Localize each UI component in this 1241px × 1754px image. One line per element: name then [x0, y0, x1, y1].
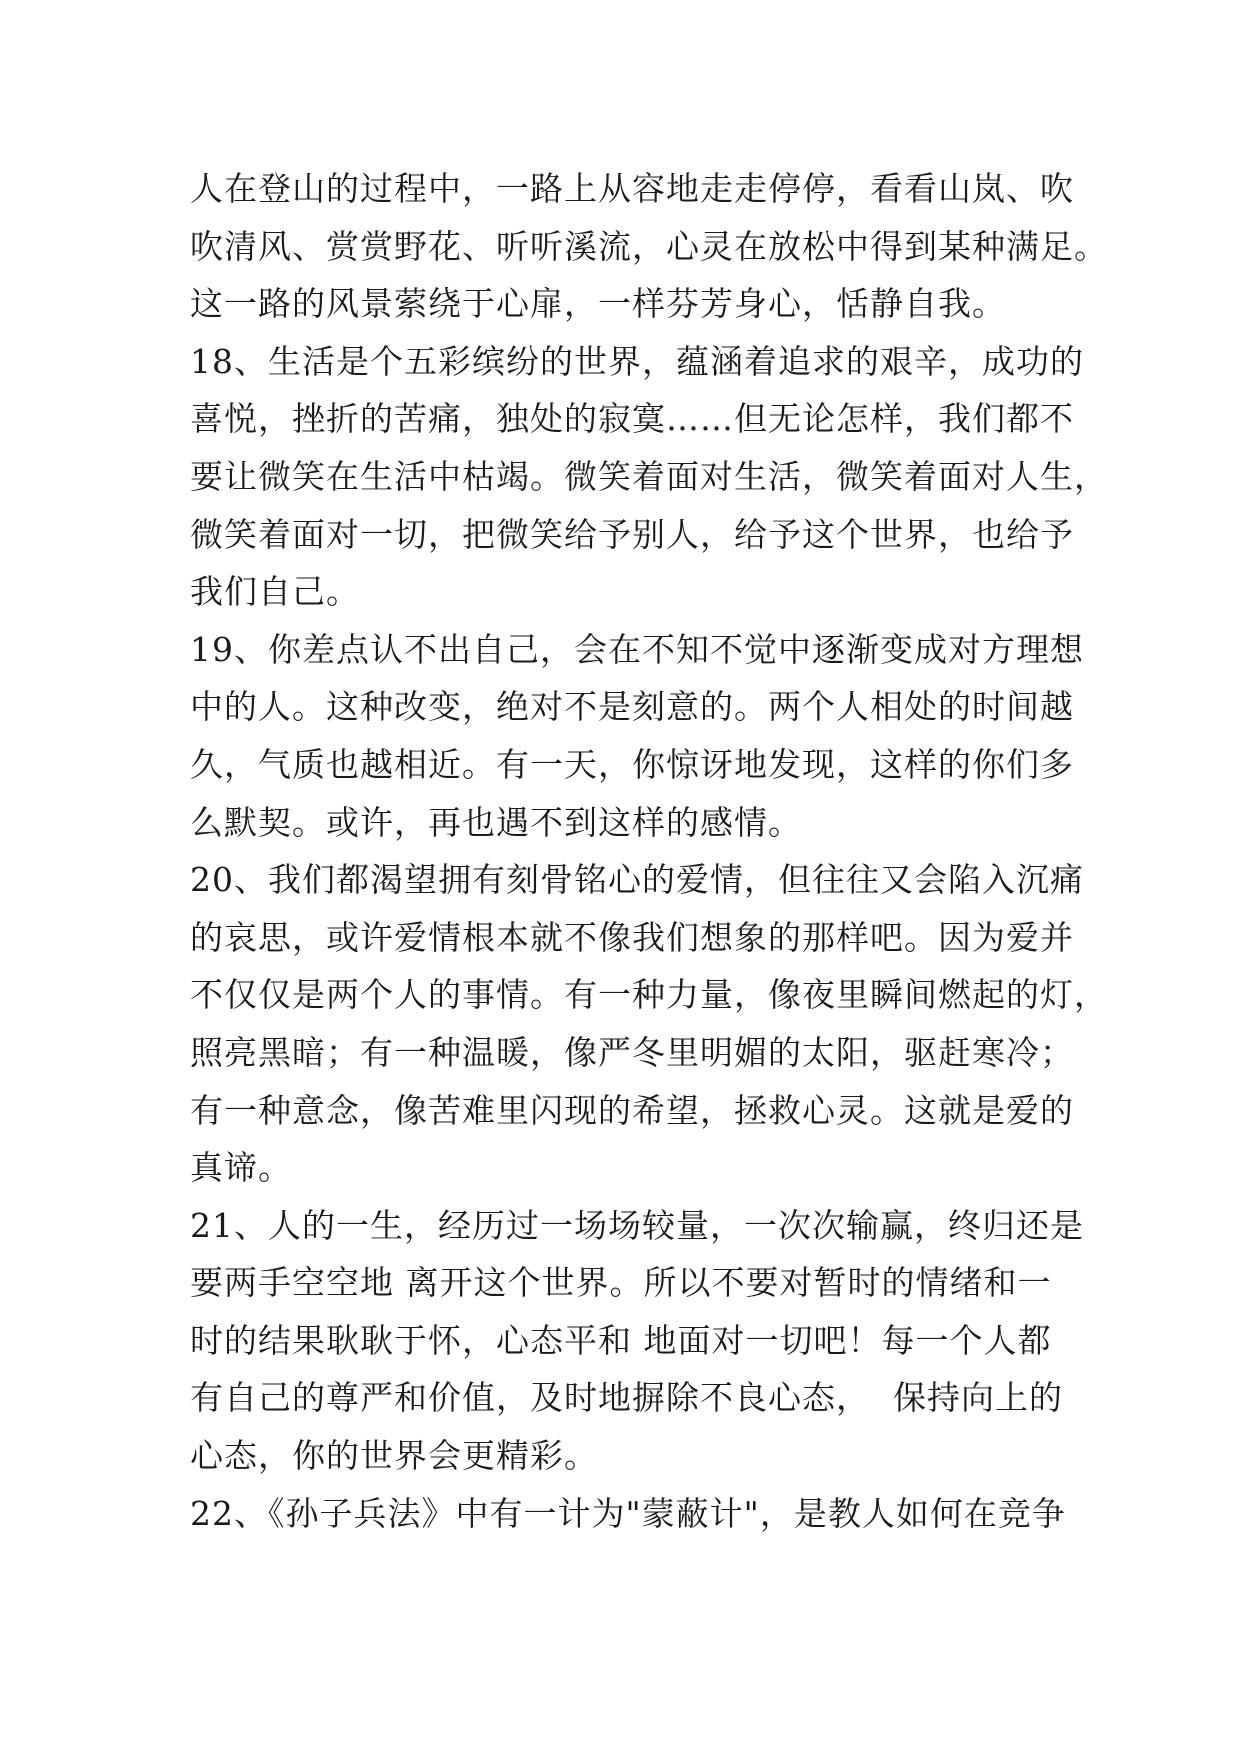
text-line: 么默契。或许，再也遇不到这样的感情。: [190, 802, 802, 842]
text-line: 时的结果耿耿于怀，心态平和 地面对一切吧！每一个人都: [190, 1320, 1052, 1360]
text-line: 有一种意念，像苦难里闪现的希望，拯救心灵。这就是爱的: [190, 1090, 1074, 1130]
text-line: 19、你差点认不出自己，会在不知不觉中逐渐变成对方理想: [190, 629, 1084, 669]
text-line: 22、《孙子兵法》中有一计为"蒙蔽计"，是教人如何在竞争: [190, 1493, 1066, 1533]
text-line: 人在登山的过程中，一路上从容地走走停停，看看山岚、吹: [190, 169, 1074, 208]
text-line: 吹清风、赏赏野花、听听溪流，心灵在放松中得到某种满足。: [190, 226, 1108, 266]
text-line: 18、生活是个五彩缤纷的世界，蕴涵着追求的艰辛，成功的: [190, 341, 1084, 381]
body-text: [190, 160, 1108, 1542]
text-line: 这一路的风景萦绕于心扉，一样芬芳身心，恬静自我。: [190, 284, 1006, 324]
text-line: 21、人的一生，经历过一场场较量，一次次输赢，终归还是: [190, 1205, 1084, 1245]
text-line: 心态，你的世界会更精彩。: [190, 1436, 598, 1476]
text-line: 真谛。: [190, 1148, 292, 1188]
text-line: 照亮黑暗；有一种温暖，像严冬里明媚的太阳，驱赶寒冷；: [190, 1032, 1074, 1072]
text-line: 20、我们都渴望拥有刻骨铭心的爱情，但往往又会陷入沉痛: [190, 860, 1084, 900]
text-line: 要让微笑在生活中枯竭。微笑着面对生活，微笑着面对人生，: [190, 456, 1108, 496]
text-line: 中的人。这种改变，绝对不是刻意的。两个人相处的时间越: [190, 687, 1074, 727]
text-line: 微笑着面对一切，把微笑给予别人，给予这个世界，也给予: [190, 514, 1074, 554]
text-line: 不仅仅是两个人的事情。有一种力量，像夜里瞬间燃起的灯，: [190, 975, 1108, 1015]
text-line: 要两手空空地 离开这个世界。所以不要对暂时的情绪和一: [190, 1263, 1052, 1303]
text-line: 喜悦，挫折的苦痛，独处的寂寞……但无论怎样，我们都不: [190, 399, 1074, 439]
text-line: 久，气质也越相近。有一天，你惊讶地发现，这样的你们多: [190, 744, 1074, 784]
text-line: 的哀思，或许爱情根本就不像我们想象的那样吧。因为爱并: [190, 917, 1074, 957]
text-line: 我们自己。: [190, 572, 360, 612]
text-line: 有自己的尊严和价值，及时地摒除不良心态， 保持向上的: [190, 1378, 1063, 1418]
